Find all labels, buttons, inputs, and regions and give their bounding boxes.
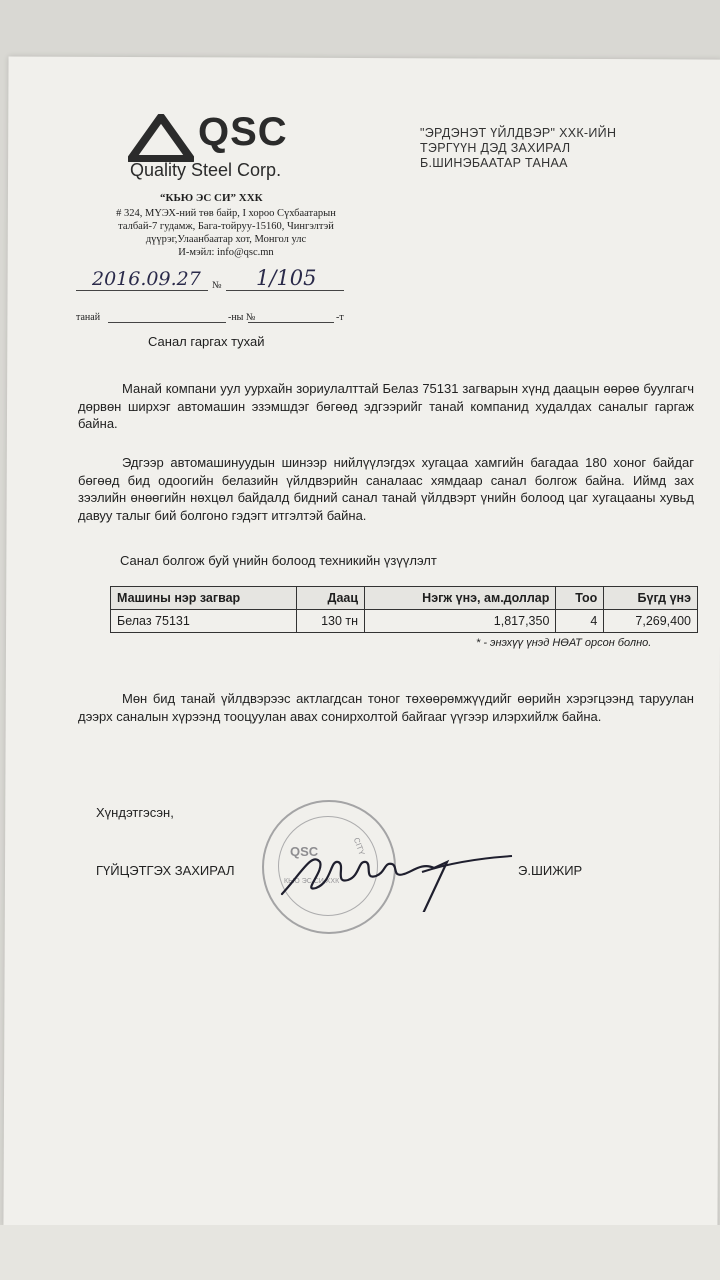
signatory-name: Э.ШИЖИР [518, 863, 583, 878]
number-label: № [212, 280, 222, 291]
logo-brand: QSC [198, 110, 288, 154]
signature-icon [272, 832, 522, 912]
your-ref-underline [108, 322, 226, 323]
qsc-logo-icon [128, 114, 194, 162]
sender-address-line: # 324, МҮЭХ-ний төв байр, I хороо Сүхбаатарын [116, 208, 336, 219]
table-cell: 130 тн [296, 610, 364, 633]
table-cell: 7,269,400 [604, 610, 698, 633]
stamp-text: QSC [290, 844, 319, 859]
table-caption: Санал болгож буй үнийн болоод техникийн үзүүлэлт [120, 553, 437, 568]
sender-company-name: “КЬЮ ЭС СИ” ХХК [160, 192, 263, 204]
column-header: Бүгд үнэ [604, 587, 698, 610]
table-header-row [111, 587, 698, 610]
stamp-city: CITY [351, 836, 367, 857]
table-cell: 4 [556, 610, 604, 633]
your-no-underline [248, 322, 334, 323]
stamp-subtext: КЬЮ ЭС СИ ХХК [284, 878, 340, 885]
your-ref-label: танай [76, 312, 101, 323]
date-underline [76, 290, 208, 291]
body-paragraph: Манай компани уул уурхайн зориулалттай Белаз 75131 загварын хүнд даацын өөрөө буулгагч дөрвөн ширхэг автомашин эзэмшдэг бөгөөд эдгээрийг танай компанид худалдах саналыг гаргаж байна. [78, 381, 694, 431]
number-underline [226, 290, 344, 291]
your-ref-suffix: -ны № [228, 312, 256, 323]
body-paragraph: Мөн бид танай үйлдвэрээс актлагдсан тоног төхөөрөмжүүдийг өөрийн хэрэгцээнд таруулан дээрх саналын хүрээнд тооцуулан авах сонирхолтой байгааг үүгээр илэрхийлж байна. [78, 691, 694, 724]
recipient-line: "ЭРДЭНЭТ ҮЙЛДВЭР" ХХК-ИЙН [420, 126, 617, 140]
vat-note: * - энэхүү үнэд НӨАТ орсон болно. [476, 637, 652, 649]
letter-date: 2016.09.27 [92, 268, 201, 290]
signatory-title: ГҮЙЦЭТГЭХ ЗАХИРАЛ [96, 863, 235, 878]
recipient-block [420, 126, 616, 171]
column-header: Даац [296, 587, 364, 610]
letter-number: 1/105 [256, 266, 317, 290]
table-cell: 1,817,350 [365, 610, 556, 633]
table-cell: Белаз 75131 [111, 610, 297, 633]
sender-address-line: дүүрэг,Улаанбаатар хот, Монгол улс [145, 234, 307, 245]
letter-subject: Санал гаргах тухай [148, 334, 265, 349]
table-row [111, 610, 698, 633]
price-table [110, 586, 698, 633]
recipient-line: Б.ШИНЭБААТАР ТАНАА [420, 156, 568, 170]
body-paragraph: Эдгээр автомашинуудын шинээр нийлүүлэгдэх хугацаа хамгийн багадаа 180 хоног байдаг бөгөөд бид одоогийн белазийн үйлдвэрийн саналаас хямдаар санал болгож байна. Иймд зах зээлийн өнөөгийн нөхцөл байдалд бидний санал танай үйлдвэрт үнийн болоод цаг хугацааны хувьд давуу талыг бий болгоно гэдэгт итгэлтэй байна. [78, 455, 694, 523]
closing-line: Хүндэтгэсэн, [96, 805, 174, 820]
background-fabric [0, 1225, 720, 1280]
column-header: Машины нэр загвар [111, 587, 297, 610]
sender-email: И-мэйл: info@qsc.mn [178, 247, 274, 258]
logo-tagline: Quality Steel Corp. [130, 160, 282, 180]
recipient-line: ТЭРГҮҮН ДЭД ЗАХИРАЛ [420, 141, 571, 155]
sender-address-line: талбай-7 гудамж, Бага-тойруу-15160, Чингэлтэй [118, 221, 334, 232]
column-header: Нэгж үнэ, ам.доллар [365, 587, 556, 610]
column-header: Тоо [556, 587, 604, 610]
your-ref-end: -т [336, 312, 344, 323]
